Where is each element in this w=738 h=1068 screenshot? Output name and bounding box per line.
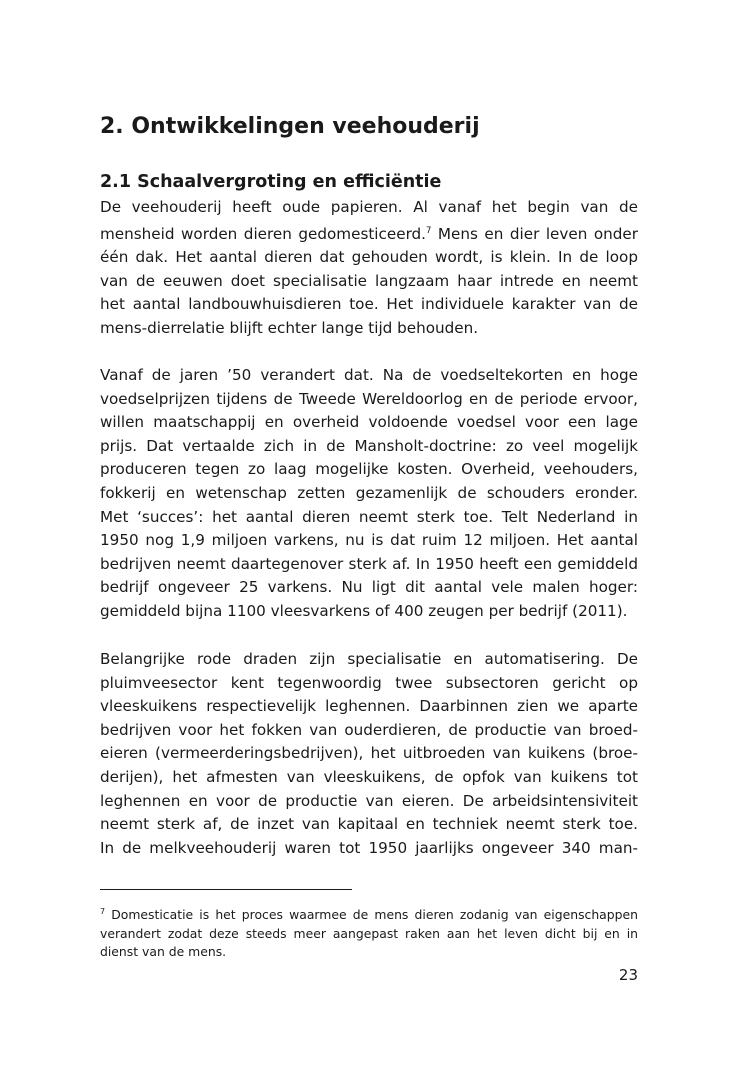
paragraph-3-line: vleeskuikens respectievelijk leghennen. Daarbinnen zien we aparte: [100, 697, 638, 716]
footnote: [100, 903, 638, 962]
paragraph-2-line: Met ‘succes’: het aantal dieren neemt sterk toe. Telt Nederland in: [100, 507, 638, 526]
section-title: 2.1 Schaalvergroting en efficiëntie: [100, 172, 442, 192]
footnote-divider: [100, 889, 352, 890]
footnote-line-3: dienst van de mens.: [100, 944, 227, 959]
paragraph-1-line-2b: Mens en dier leven onder: [431, 224, 638, 243]
paragraph-1-line-2: [100, 220, 638, 247]
paragraph-3-line: leghennen en voor de productie van eieren. De arbeidsintensiviteit: [100, 791, 638, 810]
paragraph-3-line: In de melkveehouderij waren tot 1950 jaarlijks ongeveer 340 man-: [100, 838, 638, 857]
paragraph-2-line: voedselprijzen tijdens de Tweede Wereldoorlog en de periode ervoor,: [100, 389, 638, 408]
paragraph-2-line: gemiddeld bijna 1100 vleesvarkens of 400 zeugen per bedrijf (2011).: [100, 601, 628, 620]
paragraph-1-line-6: mens-dierrelatie blijft echter lange tijd behouden.: [100, 318, 479, 337]
paragraph-2-line: prijs. Dat vertaalde zich in de Mansholt-doctrine: zo veel mogelijk: [100, 436, 638, 455]
paragraph-2-line: 1950 nog 1,9 miljoen varkens, nu is dat ruim 12 miljoen. Het aantal: [100, 531, 638, 550]
paragraph-2-line: fokkerij en wetenschap zetten gezamenlijk de schouders eronder.: [100, 483, 638, 502]
paragraph-1-line-2a: mensheid worden dieren gedomesticeerd.: [100, 224, 427, 243]
paragraph-2-line: willen maatschappij en overheid voldoende voedsel voor een lage: [100, 413, 638, 432]
page-number: 23: [618, 966, 638, 984]
paragraph-3-line: eieren (vermeerderingsbedrijven), het uitbroeden van kuikens (broe-: [100, 744, 638, 763]
paragraph-3-line: Belangrijke rode draden zijn specialisatie en automatisering. De: [100, 650, 638, 668]
footnote-line-1-text: Domesticatie is het proces waarmee de mens dieren zodanig van eigenschappen: [105, 907, 638, 922]
paragraph-2-line: bedrijven neemt daartegenover sterk af. In 1950 heeft een gemiddeld: [100, 554, 638, 573]
paragraph-2-line: Vanaf de jaren ’50 verandert dat. Na de voedseltekorten en hoge: [100, 366, 638, 384]
paragraph-3-line: derijen), het afmesten van vleeskuikens, de opfok van kuikens tot: [100, 767, 638, 786]
footnote-line-1: [100, 903, 638, 925]
paragraph-2: [100, 364, 638, 624]
footnote-mark: 7: [100, 907, 106, 916]
paragraph-1: [100, 196, 638, 341]
paragraph-1-line-5: het aantal landbouwhuisdieren toe. Het individuele karakter van de: [100, 295, 638, 314]
paragraph-1-line-3: één dak. Het aantal dieren dat gehouden wordt, is klein. In de loop: [100, 248, 638, 267]
paragraph-2-line: produceren tegen zo laag mogelijke kosten. Overheid, veehouders,: [100, 460, 638, 479]
paragraph-2-line: bedrijf ongeveer 25 varkens. Nu ligt dit aantal vele malen hoger:: [100, 578, 638, 597]
paragraph-3-line: bedrijven voor het fokken van ouderdieren, de productie van broed-: [100, 720, 638, 739]
footnote-reference: 7: [426, 225, 432, 236]
paragraph-1-line-4: van de eeuwen doet specialisatie langzaam haar intrede en neemt: [100, 271, 638, 290]
paragraph-3: [100, 648, 638, 860]
paragraph-3-line: pluimveesector kent tegenwoordig twee subsectoren gericht op: [100, 673, 638, 692]
paragraph-1-line-1: De veehouderij heeft oude papieren. Al vanaf het begin van de: [100, 198, 638, 216]
footnote-line-2: verandert zodat deze steeds meer aangepast raken aan het leven dicht bij en in: [100, 925, 638, 941]
paragraph-3-line: neemt sterk af, de inzet van kapitaal en techniek neemt sterk toe.: [100, 815, 638, 834]
chapter-title: 2. Ontwikkelingen veehouderij: [100, 114, 480, 139]
